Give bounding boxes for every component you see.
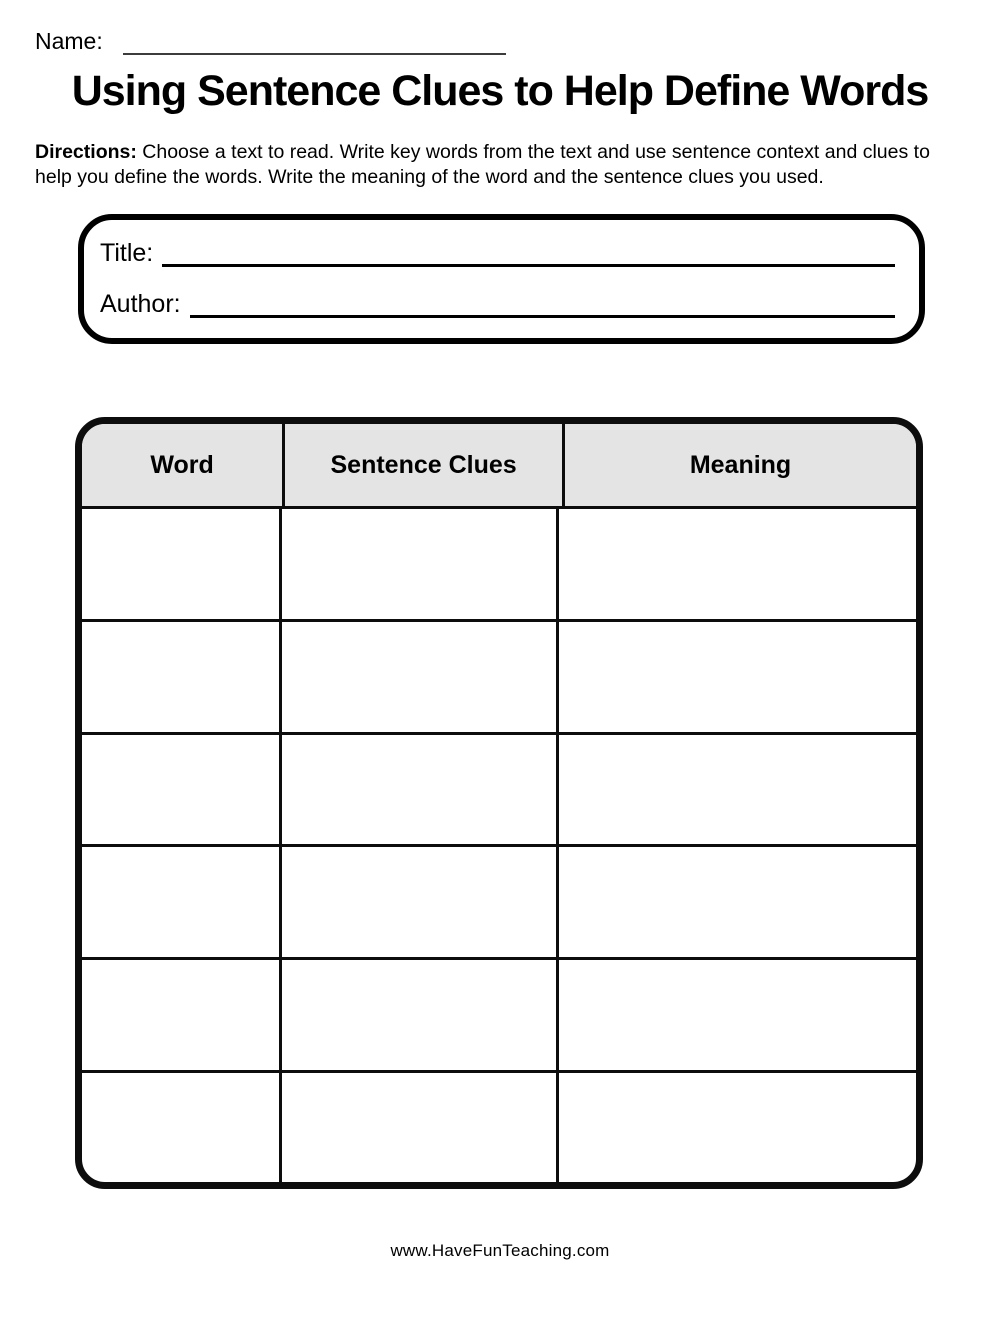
table-row bbox=[82, 847, 916, 960]
column-header-word: Word bbox=[82, 424, 285, 506]
table-cell-word[interactable] bbox=[82, 509, 282, 619]
table-cell-meaning[interactable] bbox=[559, 622, 916, 732]
table-row bbox=[82, 1073, 916, 1183]
page-title: Using Sentence Clues to Help Define Words bbox=[71, 67, 929, 115]
directions bbox=[35, 140, 965, 189]
column-header-meaning: Meaning bbox=[689, 450, 792, 479]
table-cell-meaning[interactable] bbox=[559, 509, 916, 619]
table-cell-clues[interactable] bbox=[282, 1073, 559, 1183]
name-label: Name: bbox=[35, 28, 103, 54]
table-cell-word[interactable] bbox=[82, 1073, 282, 1183]
title-line bbox=[100, 240, 895, 267]
table-row bbox=[82, 960, 916, 1073]
clues-table bbox=[75, 417, 923, 1189]
title-input-line[interactable] bbox=[162, 240, 895, 267]
table-row bbox=[82, 735, 916, 848]
directions-line2: help you define the words. Write the meaning of the word and the sentence clues you used. bbox=[35, 165, 824, 188]
table-cell-meaning[interactable] bbox=[559, 847, 916, 957]
title-label: Title: bbox=[100, 239, 154, 268]
table-cell-word[interactable] bbox=[82, 622, 282, 732]
table-cell-clues[interactable] bbox=[282, 509, 559, 619]
name-row bbox=[35, 28, 1000, 55]
table-cell-meaning[interactable] bbox=[559, 1073, 916, 1183]
footer-url: www.HaveFunTeaching.com bbox=[390, 1241, 610, 1261]
name-input-line[interactable] bbox=[123, 30, 506, 55]
table-cell-meaning[interactable] bbox=[559, 960, 916, 1070]
author-input-line[interactable] bbox=[190, 291, 895, 318]
table-cell-word[interactable] bbox=[82, 735, 282, 845]
directions-label: Directions: bbox=[35, 141, 137, 164]
table-cell-clues[interactable] bbox=[282, 622, 559, 732]
table-cell-clues[interactable] bbox=[282, 847, 559, 957]
table-cell-word[interactable] bbox=[82, 847, 282, 957]
table-header-row bbox=[82, 424, 916, 509]
worksheet-page bbox=[0, 28, 1000, 1322]
title-author-box bbox=[78, 214, 925, 344]
table-row bbox=[82, 622, 916, 735]
author-label: Author: bbox=[100, 290, 181, 319]
column-header-sentence-clues: Sentence Clues bbox=[285, 424, 565, 506]
table-cell-clues[interactable] bbox=[282, 960, 559, 1070]
directions-line1: Choose a text to read. Write key words from the text and use sentence context and clues to bbox=[142, 141, 930, 164]
table-row bbox=[82, 509, 916, 622]
table-cell-clues[interactable] bbox=[282, 735, 559, 845]
table-body bbox=[82, 509, 916, 1182]
table-cell-meaning[interactable] bbox=[559, 735, 916, 845]
table-cell-word[interactable] bbox=[82, 960, 282, 1070]
author-line bbox=[100, 291, 895, 318]
